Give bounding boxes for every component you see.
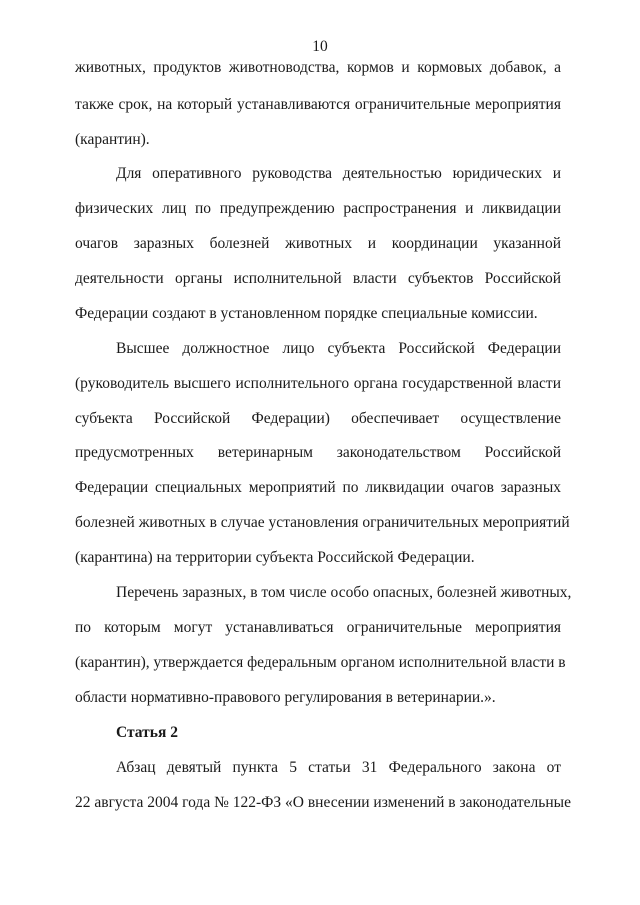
text-line: предусмотренных ветеринарным законодательством Российской bbox=[75, 444, 561, 461]
text-line: Абзац девятый пункта 5 статьи 31 Федерального закона от bbox=[116, 759, 561, 776]
text-line: очагов заразных болезней животных и координации указанной bbox=[75, 235, 561, 252]
text-line: (карантина) на территории субъекта Российской Федерации. bbox=[75, 549, 475, 566]
text-line: Федерации специальных мероприятий по ликвидации очагов заразных bbox=[75, 479, 561, 496]
article-heading: Статья 2 bbox=[116, 724, 178, 741]
text-line: также срок, на который устанавливаются ограничительные мероприятия bbox=[75, 96, 561, 113]
text-line: Высшее должностное лицо субъекта Российской Федерации bbox=[116, 340, 561, 357]
page-number: 10 bbox=[312, 38, 328, 55]
text-line: Для оперативного руководства деятельностью юридических и bbox=[116, 165, 561, 182]
text-line: физических лиц по предупреждению распространения и ликвидации bbox=[75, 200, 561, 217]
text-line: Перечень заразных, в том числе особо опасных, болезней животных, bbox=[116, 584, 572, 601]
text-line: (руководитель высшего исполнительного органа государственной власти bbox=[75, 375, 561, 392]
text-line: (карантин), утверждается федеральным органом исполнительной власти в bbox=[75, 654, 566, 671]
text-line: животных, продуктов животноводства, кормов и кормовых добавок, а bbox=[75, 59, 561, 76]
text-line: (карантин). bbox=[75, 131, 150, 148]
text-line: болезней животных в случае установления ограничительных мероприятий bbox=[75, 514, 570, 531]
text-line: деятельности органы исполнительной власти субъектов Российской bbox=[75, 270, 561, 287]
text-line: области нормативно-правового регулирования в ветеринарии.». bbox=[75, 689, 496, 706]
text-line: по которым могут устанавливаться ограничительные мероприятия bbox=[75, 619, 561, 636]
text-line: 22 августа 2004 года № 122-ФЗ «О внесении изменений в законодательные bbox=[75, 794, 571, 811]
text-line: Федерации создают в установленном порядке специальные комиссии. bbox=[75, 305, 538, 322]
text-line: субъекта Российской Федерации) обеспечивает осуществление bbox=[75, 410, 561, 427]
